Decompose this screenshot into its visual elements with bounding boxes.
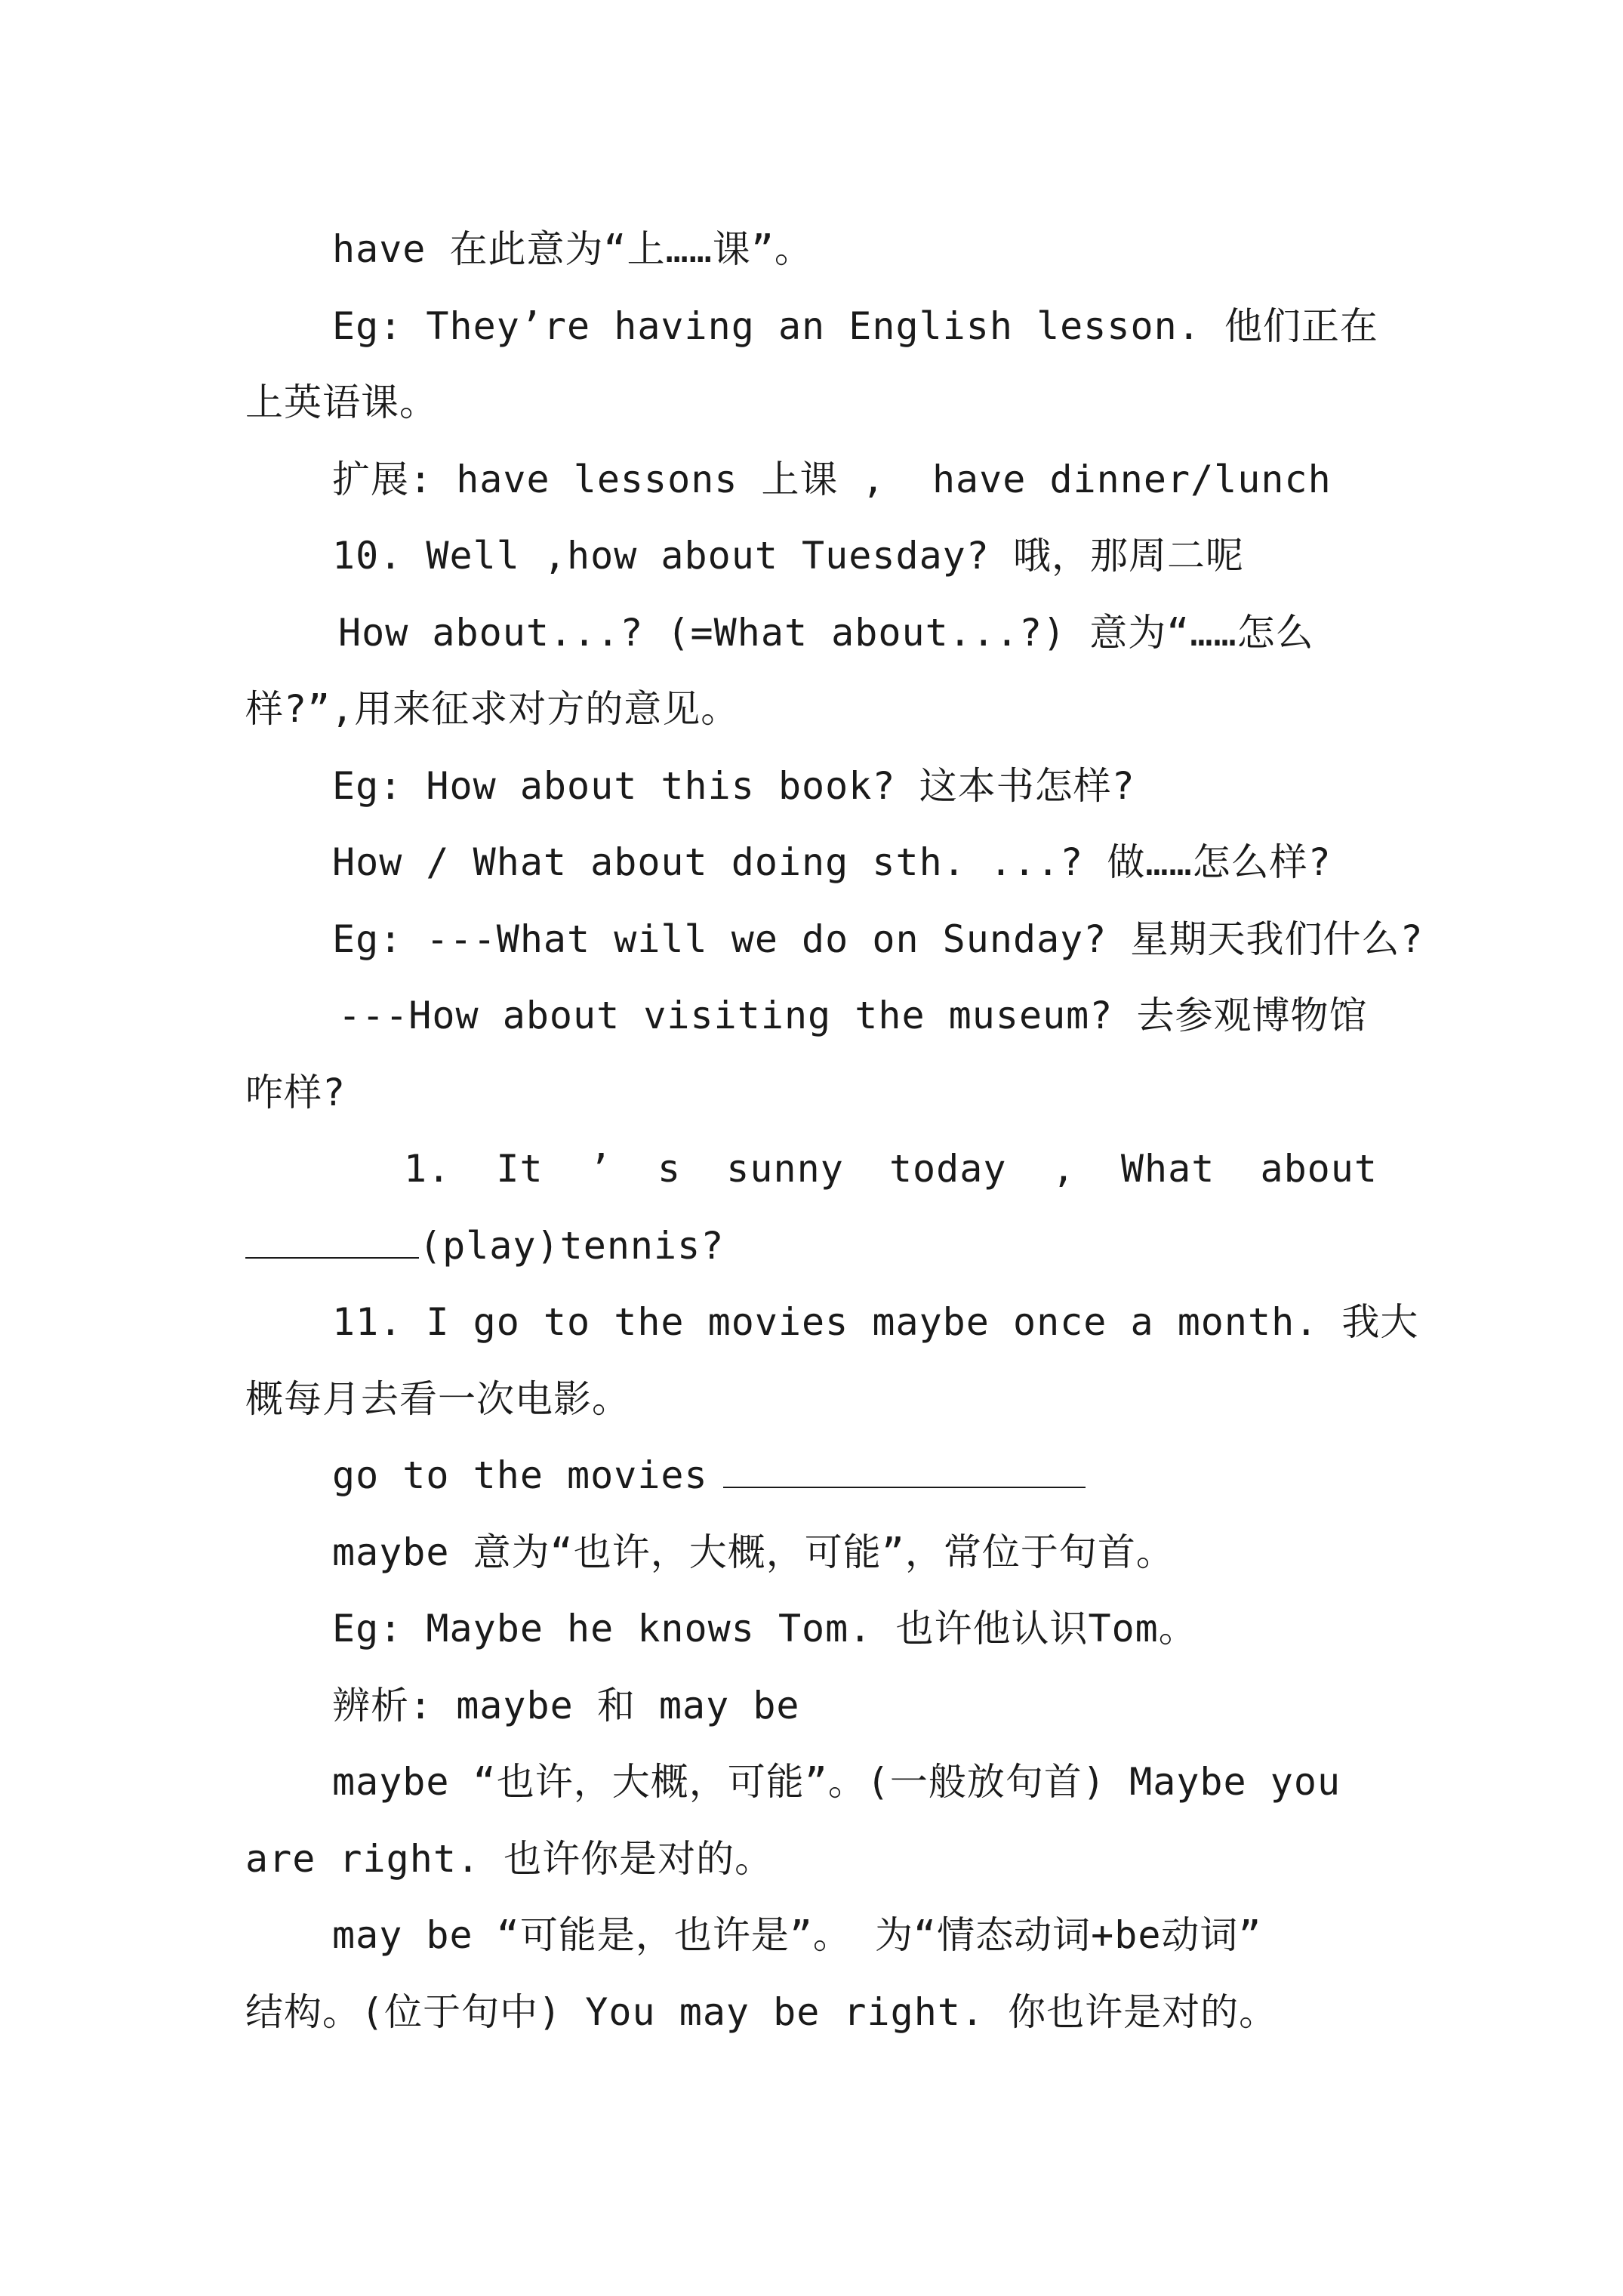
- text-line: have 在此意为“上……课”。: [332, 227, 813, 271]
- text-line: 结构。(位于句中) You may be right. 你也许是对的。: [245, 1989, 1278, 2034]
- text-line: 10. Well ,how about Tuesday? 哦，那周二呢: [332, 534, 1244, 578]
- text-line: 样?”,用来征求对方的意见。: [245, 687, 740, 731]
- exercise-text: (play)tennis?: [419, 1223, 725, 1268]
- exercise-word: ,: [1052, 1147, 1076, 1191]
- text-line: ---How about visiting the museum? 去参观博物馆: [338, 994, 1368, 1037]
- text-line: 辨析: maybe 和 may be: [332, 1683, 800, 1727]
- text-line: are right. 也许你是对的。: [245, 1836, 774, 1881]
- exercise-line: [245, 1131, 1378, 1208]
- text-line: Eg: ---What will we do on Sunday? 星期天我们什么?: [332, 917, 1424, 961]
- exercise-word: sunny: [726, 1147, 844, 1191]
- exercise-number: 1.: [404, 1147, 451, 1191]
- exercise-line-continued: [245, 1208, 1378, 1285]
- exercise-word: today: [888, 1147, 1007, 1191]
- text-line: maybe 意为“也许，大概，可能”，常位于句首。: [332, 1530, 1175, 1574]
- text-line: 咋样?: [245, 1070, 346, 1114]
- exercise-word: ’: [588, 1147, 612, 1191]
- text-line: 上英语课。: [245, 381, 438, 424]
- text-line: Eg: They’re having an English lesson. 他们正在: [332, 304, 1378, 348]
- text-line: 概每月去看一次电影。: [245, 1376, 630, 1421]
- text-line: may be “可能是，也许是”。 为“情态动词+be动词”: [332, 1913, 1262, 1957]
- text-line: Eg: How about this book? 这本书怎样?: [332, 763, 1135, 808]
- answer-blank[interactable]: [245, 1212, 419, 1259]
- text-line: 11. I go to the movies maybe once a month. 我大: [332, 1300, 1419, 1344]
- text-body: [245, 211, 1424, 2051]
- text-line: Eg: Maybe he knows Tom. 也许他认识Tom。: [332, 1607, 1197, 1650]
- text-line: maybe “也许，大概，可能”。(一般放句首) Maybe you: [332, 1760, 1341, 1804]
- text-line: How about...? (=What about...?) 意为“……怎么: [338, 610, 1314, 655]
- text-line: 扩展: have lessons 上课 , have dinner/lunch: [332, 457, 1332, 501]
- exercise-word: s: [658, 1147, 682, 1191]
- exercise-word: What: [1120, 1147, 1215, 1191]
- fill-in-line: [245, 1438, 1378, 1515]
- answer-blank[interactable]: [723, 1441, 1086, 1488]
- phrase-text: go to the movies: [332, 1453, 708, 1497]
- text-line: How / What about doing sth. ...? 做……怎么样?: [332, 840, 1332, 884]
- exercise-word: about: [1260, 1147, 1378, 1191]
- exercise-word: It: [496, 1147, 544, 1191]
